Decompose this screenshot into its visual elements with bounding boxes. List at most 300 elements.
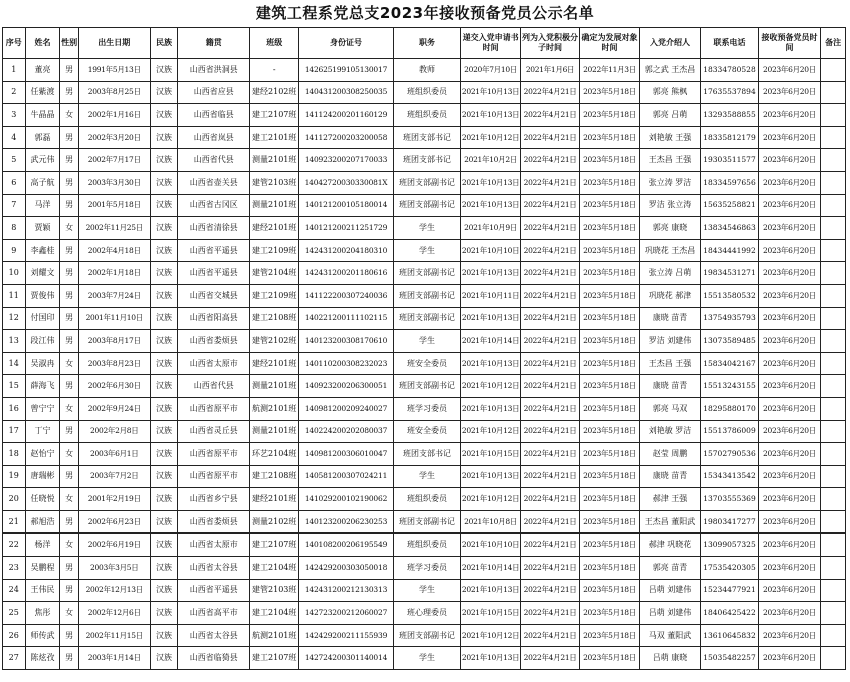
col-birth-date-cell: 2003年1月14日 [78,647,150,670]
col-activist-date-cell: 2022年4月21日 [520,510,579,533]
col-birth-date-cell: 2002年1月18日 [78,262,150,285]
col-birth-date-cell: 2003年3月5日 [78,557,150,580]
col-gender-cell: 男 [60,579,78,602]
col-position-cell: 学生 [393,647,461,670]
col-id-number-cell: 140121200105180014 [299,194,393,217]
col-introducers-cell: 郭亮 熊枫 [639,81,701,104]
col-name-cell: 董亮 [25,59,60,82]
col-application-date-cell: 2021年10月10日 [461,239,520,262]
col-birth-date-cell: 2001年2月19日 [78,488,150,511]
table-row [3,510,846,533]
col-candidate-date-cell: 2023年5月18日 [580,330,639,353]
col-activist-date-cell: 2022年4月21日 [520,397,579,420]
col-id-number-cell: 141029200102190062 [299,488,393,511]
col-name-cell: 付国印 [25,307,60,330]
col-probation-date-cell: 2023年6月20日 [758,352,821,375]
col-position-cell: 班团支部副书记 [393,194,461,217]
col-activist-date-cell: 2022年4月21日 [520,647,579,670]
col-remarks-cell [821,239,846,262]
col-activist-date-cell: 2022年4月21日 [520,488,579,511]
col-probation-date-cell: 2023年6月20日 [758,284,821,307]
col-ethnicity-cell: 汉族 [150,217,178,240]
col-remarks-cell [821,624,846,647]
col-birth-date-cell: 1991年5月13日 [78,59,150,82]
col-ethnicity-cell: 汉族 [150,81,178,104]
col-name-cell: 刘耀文 [25,262,60,285]
col-index-cell: 5 [3,149,26,172]
col-gender-cell: 男 [60,330,78,353]
col-name-cell: 贾颖 [25,217,60,240]
col-activist-date-header: 列为入党积极分子时间 [520,28,579,59]
col-phone-cell: 18295880170 [701,397,758,420]
col-native-place-cell: 山西省原平市 [178,397,250,420]
col-native-place-cell: 山西省太谷县 [178,557,250,580]
col-phone-cell: 15035482257 [701,647,758,670]
col-birth-date-cell: 2002年4月18日 [78,239,150,262]
col-phone-cell: 18434441992 [701,239,758,262]
document-title: 建筑工程系党总支2023年接收预备党员公示名单 [255,4,595,22]
col-index-cell: 26 [3,624,26,647]
col-class-header: 班级 [250,28,299,59]
col-activist-date-cell: 2022年4月21日 [520,330,579,353]
col-birth-date-cell: 2002年6月19日 [78,533,150,556]
col-name-cell: 段江伟 [25,330,60,353]
col-name-cell: 赵怡宁 [25,443,60,466]
col-candidate-date-cell: 2023年5月18日 [580,533,639,556]
col-birth-date-cell: 2001年11月10日 [78,307,150,330]
col-probation-date-cell: 2023年6月20日 [758,533,821,556]
col-phone-cell: 13610645832 [701,624,758,647]
col-id-number-cell: 14042720030330081X [299,171,393,194]
col-application-date-cell: 2021年10月14日 [461,330,520,353]
col-position-cell: 学生 [393,217,461,240]
col-class-cell: 建工2108班 [250,307,299,330]
col-candidate-date-cell: 2023年5月18日 [580,262,639,285]
col-position-cell: 班团支部副书记 [393,284,461,307]
col-class-cell: 建管2102班 [250,330,299,353]
col-candidate-date-cell: 2023年5月18日 [580,171,639,194]
col-birth-date-cell: 2003年3月30日 [78,171,150,194]
col-position-cell: 班组织委员 [393,81,461,104]
header-row [3,28,846,59]
col-native-place-cell: 山西省清徐县 [178,217,250,240]
col-class-cell: 建管2103班 [250,579,299,602]
col-phone-cell: 19303511577 [701,149,758,172]
col-remarks-header: 备注 [821,28,846,59]
col-gender-cell: 男 [60,81,78,104]
col-index-cell: 9 [3,239,26,262]
col-name-cell: 陈炫孜 [25,647,60,670]
table-row [3,557,846,580]
col-gender-cell: 男 [60,239,78,262]
col-birth-date-cell: 2002年9月24日 [78,397,150,420]
col-phone-header: 联系电话 [701,28,758,59]
col-application-date-cell: 2021年10月13日 [461,171,520,194]
col-name-cell: 武元伟 [25,149,60,172]
col-candidate-date-cell: 2022年11月3日 [580,59,639,82]
col-birth-date-cell: 2002年2月8日 [78,420,150,443]
col-application-date-cell: 2021年10月12日 [461,375,520,398]
col-application-date-cell: 2021年10月12日 [461,420,520,443]
col-birth-date-cell: 2002年11月25日 [78,217,150,240]
col-native-place-cell: 山西省高平市 [178,602,250,625]
col-gender-cell: 男 [60,149,78,172]
col-candidate-date-cell: 2023年5月18日 [580,420,639,443]
col-introducers-cell: 郭之武 王杰昌 [639,59,701,82]
col-introducers-cell: 郭亮 康晓 [639,217,701,240]
table-row [3,420,846,443]
col-index-cell: 10 [3,262,26,285]
table-row [3,217,846,240]
col-birth-date-cell: 2002年12月6日 [78,602,150,625]
col-introducers-cell: 赵莹 周鹏 [639,443,701,466]
table-row [3,81,846,104]
col-native-place-cell: 山西省灵丘县 [178,420,250,443]
col-name-cell: 牛晶晶 [25,104,60,127]
col-probation-date-cell: 2023年6月20日 [758,465,821,488]
col-gender-cell: 女 [60,104,78,127]
col-index-cell: 3 [3,104,26,127]
col-probation-date-cell: 2023年6月20日 [758,624,821,647]
col-birth-date-cell: 2001年5月18日 [78,194,150,217]
col-native-place-cell: 山西省太谷县 [178,624,250,647]
col-position-cell: 班心理委员 [393,602,461,625]
col-remarks-cell [821,510,846,533]
col-remarks-cell [821,171,846,194]
col-class-cell: 建经2101班 [250,488,299,511]
col-activist-date-cell: 2022年4月21日 [520,126,579,149]
col-position-cell: 班安全委员 [393,420,461,443]
col-id-number-cell: 140110200308232023 [299,352,393,375]
col-ethnicity-cell: 汉族 [150,330,178,353]
col-candidate-date-cell: 2023年5月18日 [580,488,639,511]
col-class-cell: 建工2104班 [250,557,299,580]
col-probation-date-cell: 2023年6月20日 [758,194,821,217]
col-index-cell: 8 [3,217,26,240]
col-id-number-cell: 141122200307240036 [299,284,393,307]
col-ethnicity-cell: 汉族 [150,104,178,127]
col-gender-cell: 女 [60,488,78,511]
col-probation-date-cell: 2023年6月20日 [758,171,821,194]
col-class-cell: 建工2107班 [250,647,299,670]
col-ethnicity-cell: 汉族 [150,533,178,556]
col-application-date-cell: 2021年10月2日 [461,149,520,172]
col-phone-cell: 18334780528 [701,59,758,82]
col-candidate-date-cell: 2023年5月18日 [580,352,639,375]
col-birth-date-cell: 2002年1月16日 [78,104,150,127]
col-class-cell: 建工2101班 [250,126,299,149]
col-gender-cell: 男 [60,284,78,307]
col-gender-cell: 男 [60,59,78,82]
col-gender-cell: 女 [60,443,78,466]
col-native-place-cell: 山西省临猗县 [178,647,250,670]
col-application-date-cell: 2021年10月15日 [461,443,520,466]
col-gender-cell: 男 [60,465,78,488]
col-introducers-cell: 马双 董阳武 [639,624,701,647]
col-index-cell: 22 [3,533,26,556]
col-gender-cell: 男 [60,510,78,533]
col-id-number-cell: 140221200111102115 [299,307,393,330]
col-application-date-cell: 2021年10月13日 [461,194,520,217]
col-index-cell: 12 [3,307,26,330]
col-index-cell: 23 [3,557,26,580]
col-phone-cell: 13754935793 [701,307,758,330]
col-phone-cell: 13834546863 [701,217,758,240]
col-remarks-cell [821,262,846,285]
col-remarks-cell [821,602,846,625]
col-introducers-cell: 刘艳敏 罗洁 [639,420,701,443]
table-row [3,59,846,82]
col-name-cell: 郝旭浩 [25,510,60,533]
table-row [3,126,846,149]
col-birth-date-cell: 2002年6月23日 [78,510,150,533]
col-birth-date-cell: 2003年8月17日 [78,330,150,353]
col-native-place-cell: 山西省娄烦县 [178,330,250,353]
col-remarks-cell [821,533,846,556]
col-id-number-cell: 140981200209240027 [299,397,393,420]
col-activist-date-cell: 2022年4月21日 [520,602,579,625]
col-position-cell: 班团支部书记 [393,443,461,466]
col-probation-date-cell: 2023年6月20日 [758,239,821,262]
col-class-cell: 建工2104班 [250,602,299,625]
col-name-cell: 曾宁宁 [25,397,60,420]
col-application-date-cell: 2021年10月12日 [461,624,520,647]
col-ethnicity-cell: 汉族 [150,624,178,647]
col-name-cell: 吴淑冉 [25,352,60,375]
col-candidate-date-cell: 2023年5月18日 [580,624,639,647]
col-introducers-cell: 郝津 巩晓花 [639,533,701,556]
col-application-date-cell: 2021年10月13日 [461,262,520,285]
col-birth-date-cell: 2002年6月30日 [78,375,150,398]
col-phone-cell: 13099057325 [701,533,758,556]
col-phone-cell: 15635258821 [701,194,758,217]
col-ethnicity-cell: 汉族 [150,488,178,511]
col-introducers-cell: 郝津 王强 [639,488,701,511]
col-id-number-cell: 140581200307024211 [299,465,393,488]
col-phone-cell: 15513580532 [701,284,758,307]
col-index-cell: 19 [3,465,26,488]
col-native-place-cell: 山西省古冈区 [178,194,250,217]
col-class-cell: 建管2104班 [250,262,299,285]
col-id-number-header: 身份证号 [299,28,393,59]
col-ethnicity-cell: 汉族 [150,397,178,420]
col-position-cell: 学生 [393,239,461,262]
col-candidate-date-cell: 2023年5月18日 [580,81,639,104]
col-id-number-cell: 142431200201180616 [299,262,393,285]
col-remarks-cell [821,104,846,127]
col-application-date-cell: 2021年10月13日 [461,352,520,375]
col-introducers-cell: 张立涛 罗洁 [639,171,701,194]
col-id-number-cell: 141127200203200058 [299,126,393,149]
col-name-cell: 唐瑞彬 [25,465,60,488]
col-name-cell: 吴鹏程 [25,557,60,580]
col-candidate-date-cell: 2023年5月18日 [580,149,639,172]
col-probation-date-cell: 2023年6月20日 [758,647,821,670]
col-class-cell: 建工2107班 [250,533,299,556]
col-application-date-cell: 2021年10月10日 [461,533,520,556]
col-activist-date-cell: 2022年4月21日 [520,307,579,330]
col-activist-date-cell: 2022年4月21日 [520,579,579,602]
col-index-cell: 4 [3,126,26,149]
table-row [3,352,846,375]
col-birth-date-cell: 2002年12月13日 [78,579,150,602]
col-phone-cell: 18334597656 [701,171,758,194]
col-application-date-cell: 2021年10月13日 [461,104,520,127]
col-id-number-cell: 142431200212130313 [299,579,393,602]
col-class-cell: 建经2101班 [250,217,299,240]
col-candidate-date-cell: 2023年5月18日 [580,443,639,466]
col-gender-cell: 男 [60,375,78,398]
col-activist-date-cell: 2022年4月21日 [520,443,579,466]
col-native-place-cell: 山西省平遥县 [178,239,250,262]
col-name-header: 姓名 [25,28,60,59]
col-application-date-cell: 2020年7月10日 [461,59,520,82]
table-header [3,28,846,59]
col-introducers-cell: 郭亮 苗青 [639,557,701,580]
col-remarks-cell [821,397,846,420]
col-index-header: 序号 [3,28,26,59]
col-activist-date-cell: 2022年4月21日 [520,624,579,647]
col-probation-date-cell: 2023年6月20日 [758,488,821,511]
col-phone-cell: 15234477921 [701,579,758,602]
col-activist-date-cell: 2022年4月21日 [520,420,579,443]
col-class-cell: 建经2102班 [250,81,299,104]
col-introducers-cell: 康晓 苗青 [639,307,701,330]
col-position-cell: 班团支部副书记 [393,375,461,398]
col-id-number-cell: 140923200207170033 [299,149,393,172]
table-row [3,284,846,307]
table-row [3,624,846,647]
col-index-cell: 13 [3,330,26,353]
col-gender-cell: 男 [60,126,78,149]
col-ethnicity-header: 民族 [150,28,178,59]
col-id-number-cell: 141124200201160129 [299,104,393,127]
col-remarks-cell [821,126,846,149]
col-index-cell: 25 [3,602,26,625]
table-row [3,149,846,172]
col-native-place-cell: 山西省洪洞县 [178,59,250,82]
col-introducers-cell: 罗洁 张立涛 [639,194,701,217]
col-position-cell: 班团支部副书记 [393,307,461,330]
col-id-number-cell: 140431200308250035 [299,81,393,104]
col-id-number-cell: 140981200306010047 [299,443,393,466]
table-row [3,647,846,670]
col-phone-cell: 19803417277 [701,510,758,533]
col-class-cell: 环艺2104班 [250,443,299,466]
col-remarks-cell [821,307,846,330]
col-ethnicity-cell: 汉族 [150,262,178,285]
col-application-date-cell: 2021年10月11日 [461,284,520,307]
col-introducers-cell: 巩晓花 郝津 [639,284,701,307]
col-native-place-cell: 山西省代县 [178,375,250,398]
col-name-cell: 任晓悦 [25,488,60,511]
col-index-cell: 7 [3,194,26,217]
col-probation-date-cell: 2023年6月20日 [758,397,821,420]
col-position-cell: 班团支部书记 [393,126,461,149]
col-activist-date-cell: 2022年4月21日 [520,81,579,104]
col-introducers-cell: 郭亮 马双 [639,397,701,420]
col-candidate-date-cell: 2023年5月18日 [580,307,639,330]
col-name-cell: 贾俊伟 [25,284,60,307]
col-remarks-cell [821,330,846,353]
table-row [3,104,846,127]
col-application-date-cell: 2021年10月13日 [461,307,520,330]
col-candidate-date-cell: 2023年5月18日 [580,104,639,127]
col-ethnicity-cell: 汉族 [150,307,178,330]
col-remarks-cell [821,420,846,443]
col-candidate-date-cell: 2023年5月18日 [580,510,639,533]
col-index-cell: 11 [3,284,26,307]
col-index-cell: 27 [3,647,26,670]
col-id-number-cell: 142429200211155939 [299,624,393,647]
col-phone-cell: 17635537894 [701,81,758,104]
col-remarks-cell [821,284,846,307]
col-ethnicity-cell: 汉族 [150,284,178,307]
col-ethnicity-cell: 汉族 [150,375,178,398]
col-native-place-cell: 山西省岚县 [178,126,250,149]
col-index-cell: 14 [3,352,26,375]
col-position-cell: 班组织委员 [393,488,461,511]
col-class-cell: 测量2101班 [250,194,299,217]
col-native-place-cell: 山西省娄烦县 [178,510,250,533]
col-position-cell: 班学习委员 [393,397,461,420]
col-introducers-cell: 刘艳敏 王强 [639,126,701,149]
col-name-cell: 王伟民 [25,579,60,602]
applicant-table [2,27,846,670]
col-position-cell: 班团支部副书记 [393,171,461,194]
col-remarks-cell [821,352,846,375]
col-id-number-cell: 140121200211251729 [299,217,393,240]
col-probation-date-header: 接收预备党员时间 [758,28,821,59]
col-native-place-cell: 山西省平遥县 [178,579,250,602]
col-ethnicity-cell: 汉族 [150,557,178,580]
col-native-place-cell: 山西省交城县 [178,284,250,307]
col-name-cell: 杨洋 [25,533,60,556]
col-application-date-cell: 2021年10月14日 [461,557,520,580]
col-ethnicity-cell: 汉族 [150,465,178,488]
col-index-cell: 17 [3,420,26,443]
col-remarks-cell [821,557,846,580]
col-application-date-cell: 2021年10月12日 [461,126,520,149]
col-introducers-cell: 王杰昌 王强 [639,149,701,172]
col-index-cell: 1 [3,59,26,82]
col-candidate-date-cell: 2023年5月18日 [580,602,639,625]
col-activist-date-cell: 2022年4月21日 [520,533,579,556]
col-index-cell: 16 [3,397,26,420]
col-gender-cell: 男 [60,194,78,217]
col-probation-date-cell: 2023年6月20日 [758,375,821,398]
col-position-cell: 教师 [393,59,461,82]
col-activist-date-cell: 2022年4月21日 [520,149,579,172]
col-index-cell: 2 [3,81,26,104]
col-id-number-cell: 142431200204180310 [299,239,393,262]
table-row [3,465,846,488]
col-name-cell: 师传武 [25,624,60,647]
col-remarks-cell [821,194,846,217]
table-row [3,533,846,556]
col-probation-date-cell: 2023年6月20日 [758,81,821,104]
col-candidate-date-header: 确定为发展对象时间 [580,28,639,59]
col-name-cell: 李鑫桂 [25,239,60,262]
col-gender-cell: 女 [60,397,78,420]
col-introducers-cell: 王杰昌 董阳武 [639,510,701,533]
table-row [3,579,846,602]
col-birth-date-cell: 2002年7月17日 [78,149,150,172]
col-candidate-date-cell: 2023年5月18日 [580,557,639,580]
col-id-number-cell: 140923200206300051 [299,375,393,398]
col-candidate-date-cell: 2023年5月18日 [580,239,639,262]
col-class-cell: - [250,59,299,82]
